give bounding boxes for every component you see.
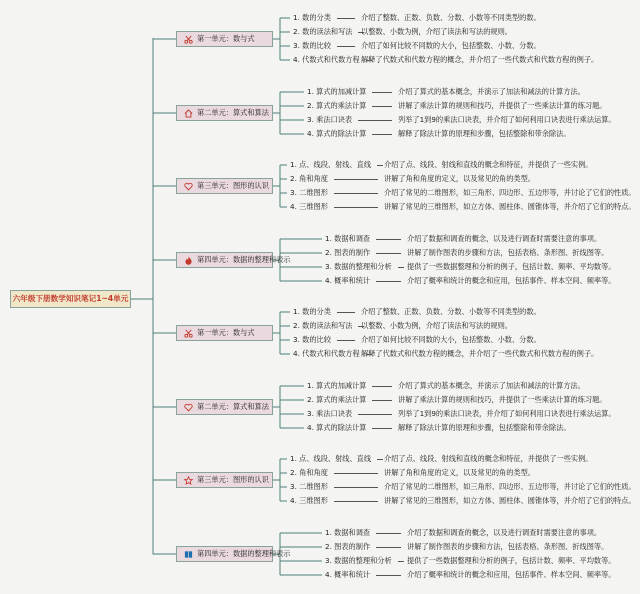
item-node[interactable] — [325, 276, 616, 286]
item-node[interactable] — [325, 556, 616, 566]
item-node[interactable] — [290, 468, 535, 478]
item-dash — [366, 60, 372, 61]
item-node[interactable] — [325, 234, 602, 244]
item-description: 介绍了算式的基本概念，并演示了加法和减法的计算方法。 — [398, 87, 585, 97]
item-name: 4. 算式的除法计算 — [307, 423, 367, 433]
item-node[interactable] — [293, 349, 599, 359]
item-dash — [337, 340, 355, 341]
unit-connector — [153, 406, 176, 407]
item-dash — [376, 281, 401, 282]
item-node[interactable] — [307, 381, 585, 391]
item-node[interactable] — [307, 129, 571, 139]
item-dash — [358, 326, 364, 327]
unit-label: 第一单元：数与式 — [197, 34, 255, 44]
item-dash — [334, 207, 378, 208]
item-description: 讲解了角和角度的定义，以及常见的角的类型。 — [384, 174, 535, 184]
item-description: 提供了一些数据整理和分析的例子，包括计数、频率、平均数等。 — [407, 262, 616, 272]
item-description: 介绍了整数、正数、负数、分数、小数等不同类型的数。 — [361, 13, 541, 23]
unit-node[interactable] — [176, 252, 291, 268]
item-dash — [337, 46, 355, 47]
item-description: 以整数、小数为例，介绍了读法和写法的规则。 — [361, 27, 512, 37]
item-name: 3. 数的比较 — [293, 335, 331, 345]
root-title: 六年级下册数学知识笔记1~4单元 — [12, 294, 129, 304]
item-dash — [334, 193, 378, 194]
item-name: 2. 算式的乘法计算 — [307, 395, 367, 405]
item-dash — [376, 239, 401, 240]
item-dash — [372, 428, 392, 429]
item-name: 4. 代数式和代数方程 — [293, 55, 360, 65]
item-dash — [334, 501, 378, 502]
item-dash — [334, 473, 378, 474]
item-description: 解释了代数式和代数方程的概念，并介绍了一些代数式和代数方程的例子。 — [361, 55, 599, 65]
scissors-icon — [184, 329, 193, 338]
item-description: 介绍了点、线段、射线和直线的概念和特征，并提供了一些实例。 — [384, 454, 593, 464]
item-description: 介绍了概率和统计的概念和应用，包括事件、样本空间、频率等。 — [407, 276, 616, 286]
item-node[interactable] — [293, 27, 512, 37]
item-dash — [337, 18, 355, 19]
item-node[interactable] — [325, 248, 609, 258]
item-name: 1. 算式的加减计算 — [307, 87, 367, 97]
heart-icon — [184, 403, 193, 412]
unit-label: 第一单元：数与式 — [197, 328, 255, 338]
item-description: 讲解了制作图表的步骤和方法，包括表格、条形图、折线图等。 — [407, 248, 609, 258]
item-dash — [334, 179, 378, 180]
item-dash — [372, 92, 392, 93]
item-dash — [372, 386, 392, 387]
item-description: 解释了除法计算的原理和步骤，包括整除和带余除法。 — [398, 423, 571, 433]
unit-node[interactable] — [176, 31, 273, 47]
item-node[interactable] — [307, 115, 616, 125]
item-description: 列举了1到9的乘法口诀表，并介绍了如何利用口诀表进行乘法运算。 — [398, 115, 616, 125]
unit-node[interactable] — [176, 399, 273, 415]
unit-connector — [153, 332, 176, 333]
unit-node[interactable] — [176, 105, 273, 121]
item-dash — [398, 561, 404, 562]
item-dash — [377, 459, 383, 460]
item-dash — [358, 32, 364, 33]
item-node[interactable] — [293, 41, 541, 51]
item-description: 讲解了乘法计算的规则和技巧，并提供了一些乘法计算的练习题。 — [398, 395, 607, 405]
unit-label: 第二单元：算式和算法 — [197, 402, 269, 412]
item-name: 3. 二维图形 — [290, 188, 328, 198]
item-name: 4. 三维图形 — [290, 496, 328, 506]
item-node[interactable] — [290, 482, 636, 492]
item-node[interactable] — [325, 570, 616, 580]
item-node[interactable] — [293, 55, 599, 65]
item-node[interactable] — [307, 409, 616, 419]
item-name: 2. 数的读法和写法 — [293, 27, 353, 37]
unit-connector — [153, 38, 176, 39]
item-description: 讲解了常见的三维图形，如立方体、圆柱体、圆锥体等，并介绍了它们的特点。 — [384, 202, 636, 212]
unit-label: 第三单元：图形的认识 — [197, 181, 269, 191]
item-name: 4. 算式的除法计算 — [307, 129, 367, 139]
fire-icon — [184, 256, 193, 265]
unit-connector — [153, 479, 176, 480]
item-dash — [376, 533, 401, 534]
item-name: 4. 概率和统计 — [325, 276, 371, 286]
item-dash — [334, 487, 378, 488]
item-node[interactable] — [290, 496, 636, 506]
item-name: 3. 数的比较 — [293, 41, 331, 51]
book-icon — [184, 550, 193, 559]
item-node[interactable] — [290, 454, 593, 464]
item-node[interactable] — [325, 262, 616, 272]
item-dash — [376, 253, 401, 254]
item-description: 解释了除法计算的原理和步骤，包括整除和带余除法。 — [398, 129, 571, 139]
item-description: 介绍了数据和调查的概念，以及进行调查时需要注意的事项。 — [407, 234, 602, 244]
item-dash — [372, 400, 392, 401]
item-description: 解释了代数式和代数方程的概念，并介绍了一些代数式和代数方程的例子。 — [361, 349, 599, 359]
item-node[interactable] — [293, 307, 541, 317]
item-node[interactable] — [290, 174, 535, 184]
item-description: 列举了1到9的乘法口诀表，并介绍了如何利用口诀表进行乘法运算。 — [398, 409, 616, 419]
item-name: 4. 三维图形 — [290, 202, 328, 212]
root-node[interactable] — [10, 290, 131, 308]
item-node[interactable] — [307, 423, 571, 433]
unit-label: 第二单元：算式和算法 — [197, 108, 269, 118]
item-node[interactable] — [290, 202, 636, 212]
item-name: 2. 图表的制作 — [325, 542, 371, 552]
item-dash — [366, 354, 372, 355]
item-node[interactable] — [293, 13, 541, 23]
item-name: 3. 二维图形 — [290, 482, 328, 492]
item-description: 介绍了如何比较不同数的大小，包括整数、小数、分数。 — [361, 41, 541, 51]
item-name: 1. 点、线段、射线、直线 — [290, 454, 372, 464]
item-dash — [376, 547, 401, 548]
item-name: 4. 概率和统计 — [325, 570, 371, 580]
unit-label: 第四单元：数据的整理和表示 — [197, 549, 291, 559]
item-name: 2. 角和角度 — [290, 468, 328, 478]
item-name: 1. 算式的加减计算 — [307, 381, 367, 391]
item-dash — [372, 106, 392, 107]
house-icon — [184, 109, 193, 118]
item-dash — [377, 165, 383, 166]
item-name: 1. 数据和调查 — [325, 234, 371, 244]
item-name: 3. 乘法口诀表 — [307, 409, 353, 419]
heart-icon — [184, 182, 193, 191]
item-description: 以整数、小数为例，介绍了读法和写法的规则。 — [361, 321, 512, 331]
item-dash — [358, 414, 392, 415]
star-icon — [184, 476, 193, 485]
item-name: 2. 数的读法和写法 — [293, 321, 353, 331]
item-name: 2. 算式的乘法计算 — [307, 101, 367, 111]
item-node[interactable] — [325, 528, 602, 538]
item-description: 介绍了算式的基本概念，并演示了加法和减法的计算方法。 — [398, 381, 585, 391]
unit-connector — [153, 259, 176, 260]
item-description: 提供了一些数据整理和分析的例子，包括计数、频率、平均数等。 — [407, 556, 616, 566]
item-description: 讲解了常见的三维图形，如立方体、圆柱体、圆锥体等，并介绍了它们的特点。 — [384, 496, 636, 506]
item-name: 1. 数的分类 — [293, 307, 331, 317]
item-description: 介绍了整数、正数、负数、分数、小数等不同类型的数。 — [361, 307, 541, 317]
item-node[interactable] — [293, 335, 541, 345]
item-description: 介绍了点、线段、射线和直线的概念和特征，并提供了一些实例。 — [384, 160, 593, 170]
item-description: 介绍了常见的二维图形，如三角形、四边形、五边形等，并讨论了它们的性质。 — [384, 482, 636, 492]
item-dash — [337, 312, 355, 313]
item-description: 讲解了乘法计算的规则和技巧，并提供了一些乘法计算的练习题。 — [398, 101, 607, 111]
item-description: 讲解了角和角度的定义，以及常见的角的类型。 — [384, 468, 535, 478]
item-dash — [398, 267, 404, 268]
unit-connector — [153, 112, 176, 113]
item-description: 介绍了如何比较不同数的大小，包括整数、小数、分数。 — [361, 335, 541, 345]
scissors-icon — [184, 35, 193, 44]
item-name: 2. 图表的制作 — [325, 248, 371, 258]
item-node[interactable] — [307, 87, 585, 97]
unit-node[interactable] — [176, 325, 273, 341]
item-description: 讲解了制作图表的步骤和方法，包括表格、条形图、折线图等。 — [407, 542, 609, 552]
item-node[interactable] — [290, 188, 636, 198]
unit-label: 第四单元：数据的整理和表示 — [197, 255, 291, 265]
item-description: 介绍了常见的二维图形，如三角形、四边形、五边形等，并讨论了它们的性质。 — [384, 188, 636, 198]
unit-label: 第三单元：图形的认识 — [197, 475, 269, 485]
item-dash — [358, 120, 392, 121]
item-description: 介绍了数据和调查的概念，以及进行调查时需要注意的事项。 — [407, 528, 602, 538]
item-name: 1. 数据和调查 — [325, 528, 371, 538]
item-dash — [376, 575, 401, 576]
item-name: 3. 乘法口诀表 — [307, 115, 353, 125]
item-node[interactable] — [325, 542, 609, 552]
unit-node[interactable] — [176, 178, 273, 194]
item-node[interactable] — [307, 395, 607, 405]
item-name: 4. 代数式和代数方程 — [293, 349, 360, 359]
item-name: 1. 点、线段、射线、直线 — [290, 160, 372, 170]
item-name: 3. 数据的整理和分析 — [325, 262, 392, 272]
unit-node[interactable] — [176, 472, 273, 488]
item-dash — [372, 134, 392, 135]
item-description: 介绍了概率和统计的概念和应用，包括事件、样本空间、频率等。 — [407, 570, 616, 580]
unit-connector — [153, 553, 176, 554]
item-name: 1. 数的分类 — [293, 13, 331, 23]
item-node[interactable] — [293, 321, 512, 331]
item-node[interactable] — [307, 101, 607, 111]
item-name: 2. 角和角度 — [290, 174, 328, 184]
item-name: 3. 数据的整理和分析 — [325, 556, 392, 566]
unit-node[interactable] — [176, 546, 291, 562]
unit-connector — [153, 185, 176, 186]
item-node[interactable] — [290, 160, 593, 170]
